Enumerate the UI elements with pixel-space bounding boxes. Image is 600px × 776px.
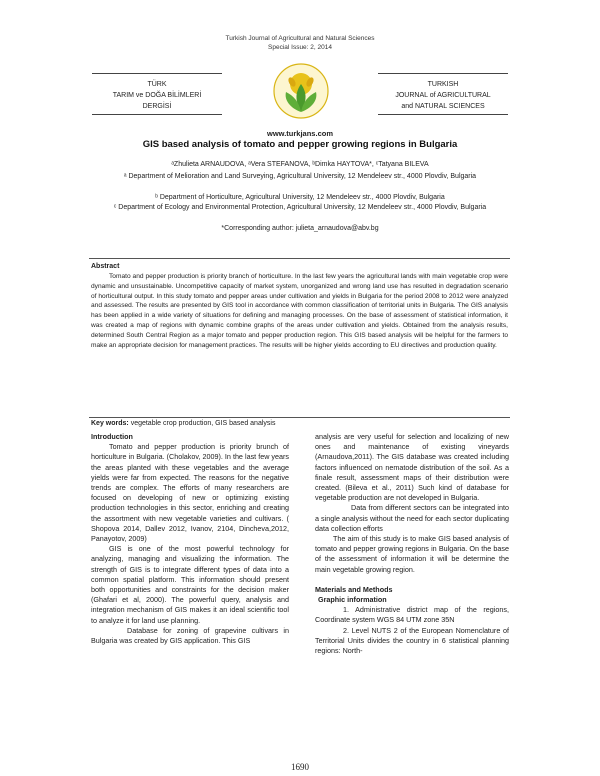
right-box-line: and NATURAL SCIENCES [401,103,485,110]
journal-box-english [378,73,508,115]
paragraph: Database for zoning of grapevine cultivars in Bulgaria was created by GIS application. This GIS [91,625,289,646]
journal-url[interactable]: www.turkjans.com [267,129,333,138]
keywords [91,420,275,427]
abstract-top-rule [89,258,510,259]
introduction-heading: Introduction [91,432,133,441]
graphic-info-subheading: Graphic information [318,595,387,605]
list-item: 1. Administrative district map of the regions, Coordinate system WGS 84 UTM zone 35N [315,605,509,625]
affiliation: ᵃ Department of Melioration and Land Surveying, Agricultural University, 12 Mendeleev str., 4000 Plovdiv, Bulgaria [123,173,477,180]
left-column [91,432,289,646]
affiliation: ᶜ Department of Ecology and Environmental Protection, Agricultural University, 12 Mendeleev str., 4000 Plovdiv, Bulgaria [113,204,487,211]
author-list: ᵃZhulieta ARNAUDOVA, ᵃVera STEFANOVA, ᵇDimka HAYTOVA*, ᶜTatyana BILEVA [171,161,429,168]
right-column [315,432,509,656]
methods-heading: Materials and Methods [315,584,393,594]
keywords-text: vegetable crop production, GIS based analysis [130,420,276,427]
abstract-text: Tomato and pepper production is priority branch of horticulture. In the last few years the agricultural lands with main vegetable crop were dynamic and unsustainable. Uncompetitive capacity of market system, unorganized and wrong land use has resulted in degradation scenario of horticultural output. In this study tomato and pepper areas under cultivation and yields in Bulgaria for the period 2008 to 2012 were analyzed and assessed. The results are presented by GIS tool in accordance with common classification of territorial units in Bulgaria. The GIS analysis has been applied in a wide variety of situations for defining and managing processes. On the base of assessment of statistical information, it was created a map of regions with dynamic combine graphs of the areas under cultivation and yields. Obtained from the analysis results, determined South Central Region as a major tomato and pepper production region. This GIS based analysis will be helpful for the farmers to make an appropriate decision for management practices. The results will be higher yields according to EU directives and production quality. [91,273,508,349]
page-number: 1690 [291,762,309,772]
paragraph: GIS is one of the most powerful technology for analyzing, managing and visualizing the information. The strength of GIS is to integrate different types of data into a common spatial platform. This information should present both opportunities and constraints for the decision maker (Ghafari et al, 2000). The powerful query, analysis and integration mechanism of GIS makes it an ideal scientific tool to analyze it for land use planning. [91,544,289,625]
journal-logo [272,62,330,120]
paragraph: Data from different sectors can be integrated into a single analysis without the need for each sector duplicating data collection efforts [315,503,509,533]
left-box-line: TARIM ve DOĞA BİLİMLERİ [112,92,202,99]
journal-name: Turkish Journal of Agricultural and Natural Sciences [225,35,375,42]
corresponding-author[interactable]: *Corresponding author: julieta_arnaudova@abv.bg [221,225,379,232]
left-box-line: TÜRK [147,81,167,88]
paragraph: Tomato and pepper production is priority brunch of horticulture in Bulgaria. (Cholakov, 2009). In the last few years the areas planted with these vegetables and the average yields were far from expected. The reasons for the negative trends are complex. The efforts of many researchers are focused on developing of new or optimizing existing production technologies in this sector, enriching and creating the assortment with new vegetable varieties and cultivars. ( Shopova 2014, Dallev 2012, Ivanov, 2104, Dincheva,2012, Panayotov, 2009) [91,442,289,544]
right-box-line: JOURNAL of AGRICULTURAL [395,92,491,99]
journal-box-turkish [92,73,222,115]
keywords-label: Key words: [91,420,129,427]
abstract-heading: Abstract [91,263,120,270]
paper-title: GIS based analysis of tomato and pepper growing regions in Bulgaria [142,139,458,150]
abstract-bottom-rule [89,417,510,418]
left-box-line: DERGİSİ [142,103,172,110]
list-item: 2. Level NUTS 2 of the European Nomenclature of Territorial Units divides the country in 6 statistical planning regions: North- [315,625,509,656]
paragraph: The aim of this study is to make GIS based analysis of tomato and pepper growing regions in Bulgaria. On the base of the assessment of information it will be determine the main vegetable growing region. [315,534,509,574]
journal-issue: Special Issue: 2, 2014 [268,44,332,51]
affiliation: ᵇ Department of Horticulture, Agricultural University, 12 Mendeleev str., 4000 Plovdiv, Bulgaria [155,194,445,201]
journal-header [0,34,600,52]
paragraph: analysis are very useful for selection and localizing of new ones and maintenance of existing vineyards (Arnaudova,2011). The GIS database was created including factors influenced on nematode distribution of the soil. As a finale result, assessment maps of their distribution were created. (Bileva et al., 2011) Such kind of database for vegetable production are not developed in Bulgaria. [315,432,509,503]
right-box-line: TURKISH [427,81,459,88]
